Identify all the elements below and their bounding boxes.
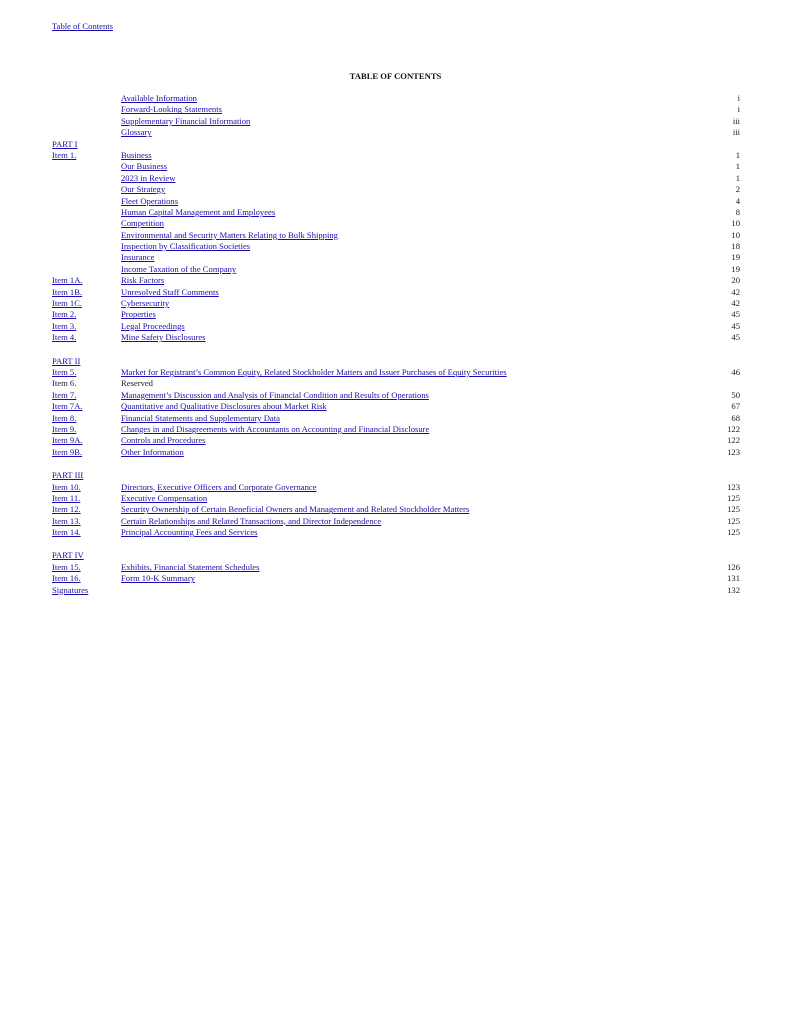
toc-page-number: 10 [731,229,740,240]
toc-row [0,516,791,527]
toc-row [0,127,791,138]
toc-entry-title[interactable]: Fleet Operations [121,195,179,206]
toc-page-number: 126 [727,561,740,572]
toc-item-number[interactable]: Item 15. [52,561,81,572]
toc-entry-title[interactable]: Cybersecurity [121,298,170,309]
toc-item-number[interactable]: Item 14. [52,527,81,538]
toc-entry-title[interactable]: Glossary [121,127,152,138]
toc-page-number: 1 [735,149,740,160]
toc-page-number: 50 [731,389,740,400]
toc-entry-title[interactable]: Available Information [121,93,197,103]
toc-page-number: 20 [731,275,740,286]
toc-page-number: 123 [727,481,740,492]
toc-row [0,367,791,378]
toc-entry-title[interactable]: Mine Safety Disclosures [121,332,206,343]
toc-entry-title[interactable]: Business [121,149,152,160]
page-title: TABLE OF CONTENTS [349,71,442,81]
toc-page-number: i [737,104,740,115]
toc-row [0,184,791,195]
toc-item-number[interactable]: Signatures [52,584,89,595]
toc-entry-title[interactable]: 2023 in Review [121,172,176,183]
toc-entry-title[interactable]: Principal Accounting Fees and Services [121,527,258,538]
toc-page-number: 125 [727,492,740,503]
toc-entry-title[interactable]: Inspection by Classification Societies [121,241,251,252]
toc-row [0,413,791,424]
toc-row [0,332,791,343]
toc-row [0,252,791,263]
toc-row [0,264,791,275]
section-spacer [0,344,791,356]
toc-row [0,173,791,184]
section-spacer [0,538,791,550]
toc-entry-title[interactable]: Other Information [121,446,184,457]
toc-page-number: 18 [731,241,740,252]
toc-row [0,424,791,435]
toc-page-number: 10 [731,218,740,229]
toc-item-number[interactable]: Item 10. [52,481,81,492]
toc-page-number: 132 [727,584,740,595]
toc-row [0,275,791,286]
toc-page-number: 1 [735,161,740,172]
toc-row [0,401,791,412]
toc-entry-title[interactable]: Financial Statements and Supplementary Data [121,412,280,423]
toc-page-number: 123 [727,446,740,457]
toc-item-number[interactable]: Item 9A. [52,435,83,446]
toc-entry-title[interactable]: Human Capital Management and Employees [121,206,276,217]
toc-item-number[interactable]: Item 5. [52,366,77,377]
toc-page-number: 1 [735,172,740,183]
toc-row [0,309,791,320]
toc-page-number: iii [732,127,740,138]
toc-page-number: 8 [735,206,740,217]
toc-entry-title[interactable]: Forward-Looking Statements [121,104,222,115]
toc-row [0,150,791,161]
toc-item-number[interactable]: Item 1C. [52,298,83,309]
toc-row [0,435,791,446]
toc-entry-title[interactable]: Environmental and Security Matters Relating to Bulk Shipping [121,229,338,240]
toc-entry-title: Reserved [121,378,153,389]
toc-entry-title[interactable]: Legal Proceedings [121,320,185,331]
toc-row [0,321,791,332]
table-of-contents-link[interactable]: Table of Contents [52,21,113,31]
toc-row [0,196,791,207]
toc-item-number[interactable]: Item 1A. [52,275,83,286]
toc-entry-title[interactable]: Changes in and Disagreements with Accountants on Accounting and Financial Disclosure [121,423,430,434]
toc-item-number[interactable]: Item 9B. [52,446,83,457]
toc-page-number: 42 [731,286,740,297]
toc-row [0,161,791,172]
toc-item-number[interactable]: PART III [52,470,84,481]
toc-row [0,207,791,218]
toc-item-number[interactable]: Item 1B. [52,286,83,297]
toc-page-number: 2 [735,184,740,195]
toc-item-number[interactable]: Item 12. [52,504,81,515]
toc-page-number: 125 [727,527,740,538]
toc-item-number[interactable]: Item 8. [52,412,77,423]
toc-list [0,93,791,596]
toc-page-number: 19 [731,252,740,263]
toc-entry-title[interactable]: Quantitative and Qualitative Disclosures about Market Risk [121,401,327,412]
toc-row [0,241,791,252]
toc-entry-title[interactable]: Competition [121,218,164,229]
toc-item-number[interactable]: Item 1. [52,149,77,160]
toc-page-number: 42 [731,298,740,309]
toc-item-number[interactable]: Item 16. [52,573,81,584]
toc-entry-title[interactable]: Form 10-K Summary [121,573,195,584]
toc-entry-title[interactable]: Market for Registrant’s Common Equity, Related Stockholder Matters and Issuer Purchases of Equity Securities [121,366,507,377]
toc-page-number: 125 [727,504,740,515]
toc-row [0,230,791,241]
toc-row [0,573,791,584]
toc-item-number[interactable]: PART IV [52,550,84,561]
toc-item-number[interactable]: Item 7A. [52,401,83,412]
section-spacer [0,458,791,470]
toc-row [0,447,791,458]
toc-page-number: 131 [727,573,740,584]
toc-entry-title[interactable]: Income Taxation of the Company [121,263,237,274]
toc-entry-title[interactable]: Our Business [121,161,168,172]
toc-page-number: 45 [731,320,740,331]
toc-row [0,550,791,561]
toc-page-number: iii [732,115,740,126]
toc-page-number: 122 [727,435,740,446]
toc-entry-title[interactable]: Supplementary Financial Information [121,115,251,126]
toc-item-number: Item 6. [52,378,77,389]
toc-row [0,93,791,104]
toc-item-number[interactable]: PART II [52,355,81,366]
toc-entry-title[interactable]: Executive Compensation [121,492,208,503]
toc-page-number: 46 [731,366,740,377]
toc-page-number: i [737,93,740,103]
toc-row [0,116,791,127]
toc-row [0,390,791,401]
toc-row [0,218,791,229]
toc-entry-title[interactable]: Directors, Executive Officers and Corporate Governance [121,481,317,492]
toc-entry-title[interactable]: Our Strategy [121,184,166,195]
toc-row [0,298,791,309]
toc-row [0,504,791,515]
toc-row [0,482,791,493]
toc-item-number[interactable]: Item 4. [52,332,77,343]
toc-item-number[interactable]: Item 9. [52,423,77,434]
toc-row [0,562,791,573]
toc-page-number: 19 [731,263,740,274]
toc-entry-title[interactable]: Security Ownership of Certain Beneficial Owners and Management and Related Stockholder Matters [121,504,470,515]
toc-page-number: 67 [731,401,740,412]
toc-item-number[interactable]: Item 7. [52,389,77,400]
toc-item-number[interactable]: Item 11. [52,492,81,503]
toc-entry-title[interactable]: Management’s Discussion and Analysis of Financial Condition and Results of Operations [121,389,429,400]
toc-entry-title[interactable]: Risk Factors [121,275,165,286]
toc-row [0,139,791,150]
toc-row [0,356,791,367]
toc-item-number[interactable]: Item 2. [52,309,77,320]
toc-entry-title[interactable]: Certain Relationships and Related Transactions, and Director Independence [121,515,382,526]
toc-page-number: 45 [731,309,740,320]
toc-row [0,493,791,504]
toc-entry-title[interactable]: Controls and Procedures [121,435,206,446]
toc-page-number: 125 [727,515,740,526]
toc-page-number: 122 [727,423,740,434]
toc-entry-title[interactable]: Properties [121,309,156,320]
toc-row [0,378,791,389]
toc-item-number[interactable]: Item 3. [52,320,77,331]
toc-entry-title[interactable]: Insurance [121,252,155,263]
toc-item-number[interactable]: Item 13. [52,515,81,526]
toc-item-number[interactable]: PART I [52,138,78,149]
toc-entry-title[interactable]: Unresolved Staff Comments [121,286,219,297]
toc-row [0,104,791,115]
toc-row [0,470,791,481]
toc-entry-title[interactable]: Exhibits, Financial Statement Schedules [121,561,260,572]
toc-page-number: 45 [731,332,740,343]
toc-page-number: 4 [735,195,740,206]
toc-row [0,287,791,298]
toc-row [0,527,791,538]
toc-row [0,585,791,596]
toc-page-number: 68 [731,412,740,423]
